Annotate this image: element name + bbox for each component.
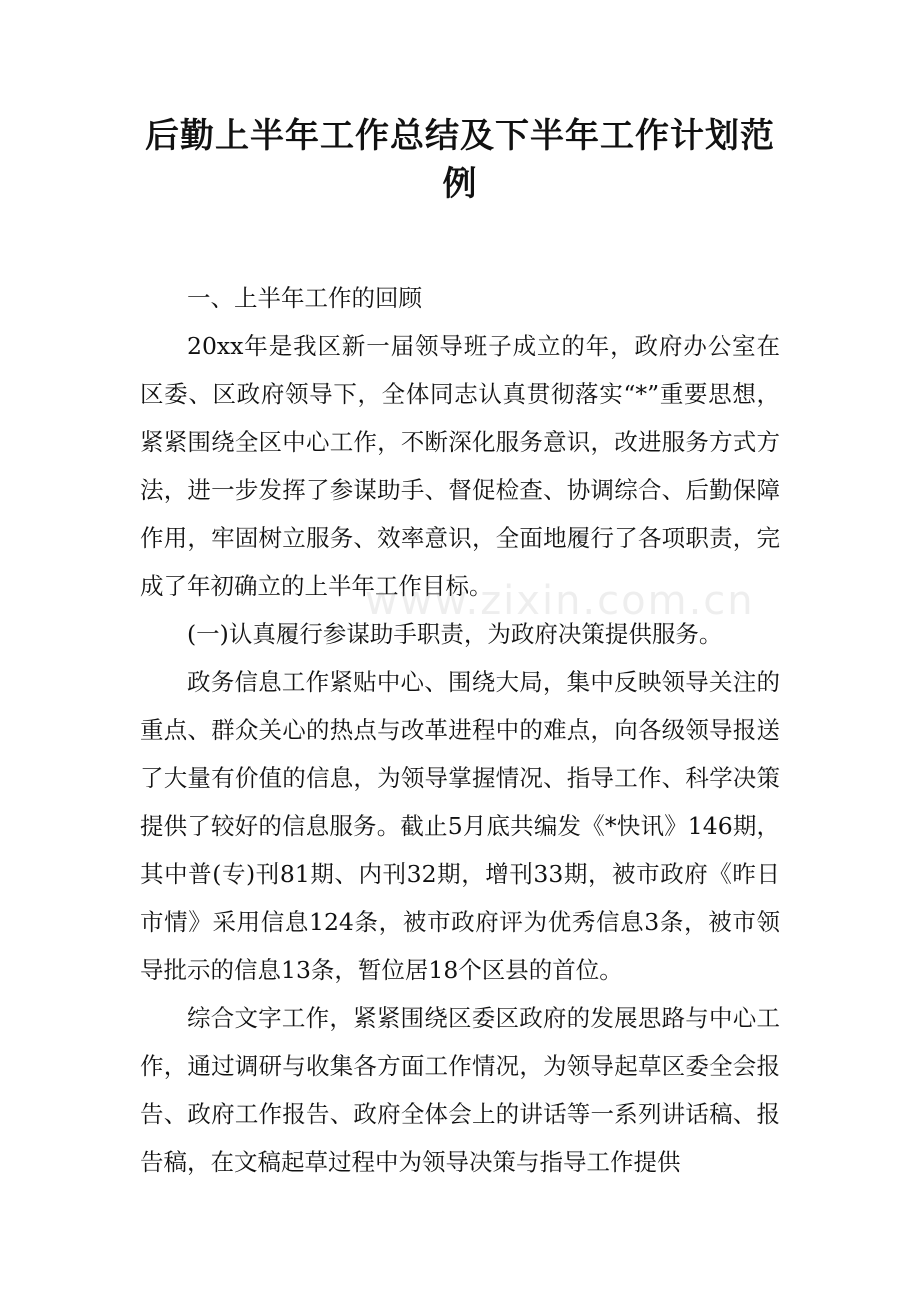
- body-paragraph: 综合文字工作，紧紧围绕区委区政府的发展思路与中心工作，通过调研与收集各方面工作情况，为领导起草区委全会报告、政府工作报告、政府全体会上的讲话等一系列讲话稿、报告稿，在文稿起草过程中为领导决策与指导工作提供: [140, 1004, 780, 1176]
- watermark: www.zixin.com.cn: [365, 578, 755, 624]
- body-paragraph: 政务信息工作紧贴中心、围绕大局，集中反映领导关注的重点、群众关心的热点与改革进程中的难点，向各级领导报送了大量有价值的信息，为领导掌握情况、指导工作、科学决策提供了较好的信息服务。截止5月底共编发《*快讯》146期，其中普(专)刊81期、内刊32期，增刊33期，被市政府《昨日市情》采用信息124条，被市政府评为优秀信息3条，被市领导批示的信息13条，暂位居18个区县的首位。: [140, 668, 780, 984]
- document-body: [140, 274, 780, 1186]
- document-title: 后勤上半年工作总结及下半年工作计划范例: [145, 116, 775, 204]
- body-paragraph: 20xx年是我区新一届领导班子成立的年，政府办公室在区委、区政府领导下，全体同志认真贯彻落实“*”重要思想，紧紧围绕全区中心工作，不断深化服务意识，改进服务方式方法，进一步发挥了参谋助手、督促检查、协调综合、后勤保障作用，牢固树立服务、效率意识，全面地履行了各项职责，完成了年初确立的上半年工作目标。: [140, 332, 780, 600]
- section-heading: 一、上半年工作的回顾: [187, 284, 422, 312]
- subsection-heading: (一)认真履行参谋助手职责，为政府决策提供服务。: [187, 620, 723, 648]
